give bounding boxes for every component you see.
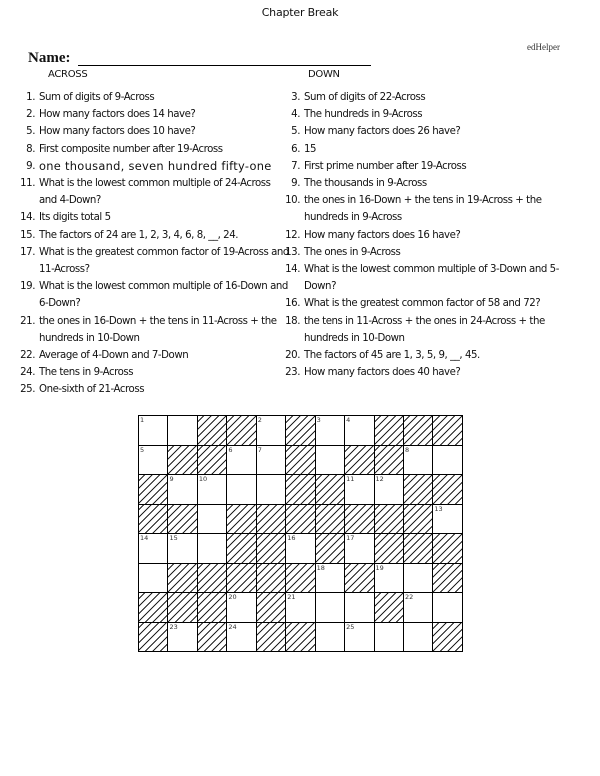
cell-clue-number: 24 [228, 622, 237, 631]
answer-cell[interactable] [345, 534, 374, 564]
blocked-cell [286, 623, 315, 653]
answer-cell[interactable] [433, 505, 462, 535]
answer-cell[interactable] [375, 475, 404, 505]
clue-text: How many factors does 14 have? [39, 109, 196, 121]
clue-text: one thousand, seven hundred fifty-one [39, 158, 272, 173]
blocked-cell [227, 564, 256, 594]
blocked-cell [227, 505, 256, 535]
clue-text: Sum of digits of 9-Across [39, 92, 155, 103]
answer-cell[interactable] [345, 475, 374, 505]
clue-number: 15. [20, 229, 35, 241]
blocked-cell [316, 505, 345, 535]
blocked-cell [286, 475, 315, 505]
blocked-cell [433, 623, 462, 653]
across-clue [16, 158, 291, 175]
answer-cell[interactable] [139, 534, 168, 564]
blocked-cell [286, 446, 315, 476]
blocked-cell [404, 475, 433, 505]
blocked-cell [139, 505, 168, 535]
answer-cell[interactable] [316, 564, 345, 594]
answer-cell[interactable] [404, 446, 433, 476]
blocked-cell [257, 564, 286, 594]
crossword-grid [138, 415, 463, 652]
answer-cell[interactable] [198, 534, 227, 564]
clue-text: Its digits total 5 [39, 212, 111, 224]
across-clue [16, 175, 291, 209]
answer-cell[interactable] [227, 475, 256, 505]
worksheet-title: Chapter Break [261, 6, 339, 19]
cell-clue-number: 18 [316, 563, 325, 572]
answer-cell[interactable] [345, 593, 374, 623]
cell-clue-number: 25 [346, 622, 355, 631]
down-clue [281, 106, 571, 123]
cell-clue-number: 13 [434, 504, 443, 513]
clue-text: The thousands in 9-Across [304, 178, 427, 190]
clue-text: The hundreds in 9-Across [304, 109, 423, 121]
across-clue [16, 89, 291, 106]
answer-cell[interactable] [227, 446, 256, 476]
down-clue [281, 347, 571, 364]
clue-number: 10. [285, 195, 300, 207]
across-clue [16, 227, 291, 244]
answer-cell[interactable] [375, 564, 404, 594]
clue-number: 5. [26, 126, 35, 138]
clue-text: The ones in 9-Across [304, 246, 401, 258]
down-clue [281, 295, 571, 312]
clue-number: 7. [291, 160, 300, 172]
across-clue [16, 141, 291, 158]
blocked-cell [316, 534, 345, 564]
answer-cell[interactable] [286, 593, 315, 623]
clue-text: The tens in 9-Across [39, 367, 134, 379]
across-clue [16, 106, 291, 123]
answer-cell[interactable] [227, 593, 256, 623]
cell-clue-number: 9 [169, 475, 174, 483]
answer-cell[interactable] [316, 623, 345, 653]
brand-label: edHelper [527, 42, 560, 52]
blocked-cell [345, 446, 374, 476]
clue-number: 5. [291, 126, 300, 138]
across-clue [16, 244, 291, 278]
cell-clue-number: 6 [228, 445, 233, 454]
clue-number: 14. [285, 264, 300, 276]
clue-text: How many factors does 26 have? [304, 126, 461, 138]
blocked-cell [375, 416, 404, 446]
clue-number: 19. [20, 281, 35, 293]
blocked-cell [227, 534, 256, 564]
blocked-cell [257, 505, 286, 535]
across-clue [16, 364, 291, 381]
down-clue [281, 313, 571, 347]
blocked-cell [375, 446, 404, 476]
clue-text: First prime number after 19-Across [304, 160, 467, 172]
across-clue [16, 209, 291, 226]
blocked-cell [433, 475, 462, 505]
clue-number: 4. [291, 109, 300, 121]
clue-number: 12. [285, 229, 300, 241]
blocked-cell [198, 446, 227, 476]
clue-text: 15 [304, 143, 317, 155]
down-clue [281, 158, 571, 175]
cell-clue-number: 19 [375, 563, 384, 572]
blocked-cell [286, 416, 315, 446]
clue-number: 23. [285, 367, 300, 379]
cell-clue-number: 8 [404, 445, 410, 454]
blocked-cell [168, 564, 197, 594]
answer-cell[interactable] [139, 564, 168, 594]
answer-cell[interactable] [139, 446, 168, 476]
clue-text: the ones in 16-Down + the tens in 11-Across + the hundreds in 10-Down [39, 315, 277, 344]
cell-clue-number: 5 [140, 445, 145, 454]
blocked-cell [345, 505, 374, 535]
across-clue [16, 278, 291, 312]
clue-number: 25. [20, 384, 35, 396]
answer-cell[interactable] [168, 416, 197, 446]
clue-number: 21. [20, 315, 35, 327]
answer-cell[interactable] [433, 593, 462, 623]
down-clue [281, 227, 571, 244]
blocked-cell [198, 593, 227, 623]
clue-number: 6. [291, 143, 300, 155]
answer-cell[interactable] [286, 534, 315, 564]
cell-clue-number: 12 [375, 475, 384, 483]
clue-text: The factors of 24 are 1, 2, 3, 4, 6, 8, __, 24. [39, 229, 239, 241]
blocked-cell [433, 564, 462, 594]
clue-text: One-sixth of 21-Across [39, 384, 145, 396]
blocked-cell [375, 505, 404, 535]
name-label: Name: [28, 50, 71, 66]
down-clue [281, 364, 571, 381]
cell-clue-number: 15 [169, 534, 178, 542]
down-clue-list [281, 89, 571, 381]
answer-cell[interactable] [404, 623, 433, 653]
answer-cell[interactable] [168, 475, 197, 505]
cell-clue-number: 4 [346, 416, 351, 424]
clue-number: 18. [285, 315, 300, 327]
blocked-cell [375, 593, 404, 623]
down-clue [281, 261, 571, 295]
answer-cell[interactable] [139, 416, 168, 446]
cell-clue-number: 2 [257, 416, 262, 424]
cell-clue-number: 11 [346, 475, 355, 483]
answer-cell[interactable] [316, 593, 345, 623]
cell-clue-number: 23 [169, 622, 178, 631]
answer-cell[interactable] [257, 416, 286, 446]
clue-text: How many factors does 10 have? [39, 126, 196, 138]
clue-text: How many factors does 16 have? [304, 229, 461, 241]
blocked-cell [257, 623, 286, 653]
clue-text: First composite number after 19-Across [39, 143, 223, 155]
cell-clue-number: 21 [287, 593, 296, 601]
clue-text: What is the lowest common multiple of 24-Across and 4-Down? [39, 178, 271, 207]
clue-number: 3. [291, 92, 300, 103]
down-clue [281, 141, 571, 158]
blocked-cell [286, 505, 315, 535]
clue-text: What is the lowest common multiple of 16-Down and 6-Down? [39, 281, 288, 310]
blocked-cell [139, 475, 168, 505]
down-clue [281, 89, 571, 106]
clue-number: 14. [20, 212, 35, 224]
answer-cell[interactable] [198, 505, 227, 535]
clue-text: What is the greatest common factor of 19-Across and 11-Across? [39, 246, 289, 276]
answer-cell[interactable] [168, 534, 197, 564]
down-clue [281, 192, 571, 226]
cell-clue-number: 1 [140, 416, 145, 424]
clue-number: 22. [20, 350, 35, 362]
answer-cell[interactable] [257, 446, 286, 476]
blocked-cell [433, 534, 462, 564]
blocked-cell [316, 475, 345, 505]
answer-cell[interactable] [433, 446, 462, 476]
clue-text: The factors of 45 are 1, 3, 5, 9, __, 45. [304, 350, 480, 362]
blocked-cell [257, 534, 286, 564]
clue-text: Average of 4-Down and 7-Down [39, 350, 189, 362]
blocked-cell [257, 593, 286, 623]
cell-clue-number: 20 [228, 593, 237, 601]
blocked-cell [198, 416, 227, 446]
answer-cell[interactable] [404, 564, 433, 594]
blocked-cell [139, 623, 168, 653]
across-clue [16, 381, 291, 398]
clue-number: 20. [285, 350, 300, 362]
clue-number: 1. [26, 92, 35, 103]
blocked-cell [404, 416, 433, 446]
answer-cell[interactable] [316, 446, 345, 476]
across-clue [16, 123, 291, 140]
blocked-cell [286, 564, 315, 594]
clue-number: 9. [26, 160, 35, 172]
answer-cell[interactable] [198, 475, 227, 505]
down-clue [281, 175, 571, 192]
clue-number: 8. [26, 143, 35, 155]
name-field-row [28, 51, 371, 66]
clue-text: Sum of digits of 22-Across [304, 92, 426, 103]
clue-text: the tens in 11-Across + the ones in 24-Across + the hundreds in 10-Down [304, 315, 545, 344]
cell-clue-number: 22 [404, 593, 414, 601]
across-clue [16, 313, 291, 347]
across-clue [16, 347, 291, 364]
clue-number: 2. [26, 109, 35, 121]
across-heading: ACROSS [48, 69, 88, 80]
name-input-line[interactable] [78, 53, 371, 66]
cell-clue-number: 16 [287, 534, 296, 542]
blocked-cell [404, 534, 433, 564]
clue-text: What is the greatest common factor of 58 and 72? [304, 298, 541, 310]
blocked-cell [168, 446, 197, 476]
blocked-cell [198, 623, 227, 653]
cell-clue-number: 14 [140, 534, 149, 542]
blocked-cell [168, 593, 197, 623]
blocked-cell [345, 564, 374, 594]
clue-number: 24. [20, 367, 35, 379]
clue-number: 16. [285, 298, 300, 310]
down-heading: DOWN [308, 69, 340, 80]
clue-number: 9. [291, 178, 300, 190]
clue-number: 17. [20, 246, 35, 258]
answer-cell[interactable] [375, 623, 404, 653]
blocked-cell [198, 564, 227, 594]
clue-text: How many factors does 40 have? [304, 367, 461, 379]
clue-text: What is the lowest common multiple of 3-Down and 5-Down? [304, 264, 559, 293]
blocked-cell [404, 505, 433, 535]
answer-cell[interactable] [404, 593, 433, 623]
blocked-cell [139, 593, 168, 623]
cell-clue-number: 7 [257, 445, 262, 454]
answer-cell[interactable] [316, 416, 345, 446]
cell-clue-number: 10 [198, 475, 208, 483]
cell-clue-number: 3 [316, 416, 321, 424]
down-clue [281, 244, 571, 261]
across-clue-list [16, 89, 291, 399]
down-clue [281, 123, 571, 140]
blocked-cell [375, 534, 404, 564]
clue-number: 13. [285, 246, 300, 258]
answer-cell[interactable] [168, 623, 197, 653]
answer-cell[interactable] [345, 623, 374, 653]
answer-cell[interactable] [227, 623, 256, 653]
blocked-cell [227, 416, 256, 446]
clue-text: the ones in 16-Down + the tens in 19-Across + the hundreds in 9-Across [304, 195, 542, 224]
clue-number: 11. [20, 178, 35, 190]
answer-cell[interactable] [257, 475, 286, 505]
cell-clue-number: 17 [346, 534, 355, 542]
answer-cell[interactable] [345, 416, 374, 446]
blocked-cell [168, 505, 197, 535]
blocked-cell [433, 416, 462, 446]
